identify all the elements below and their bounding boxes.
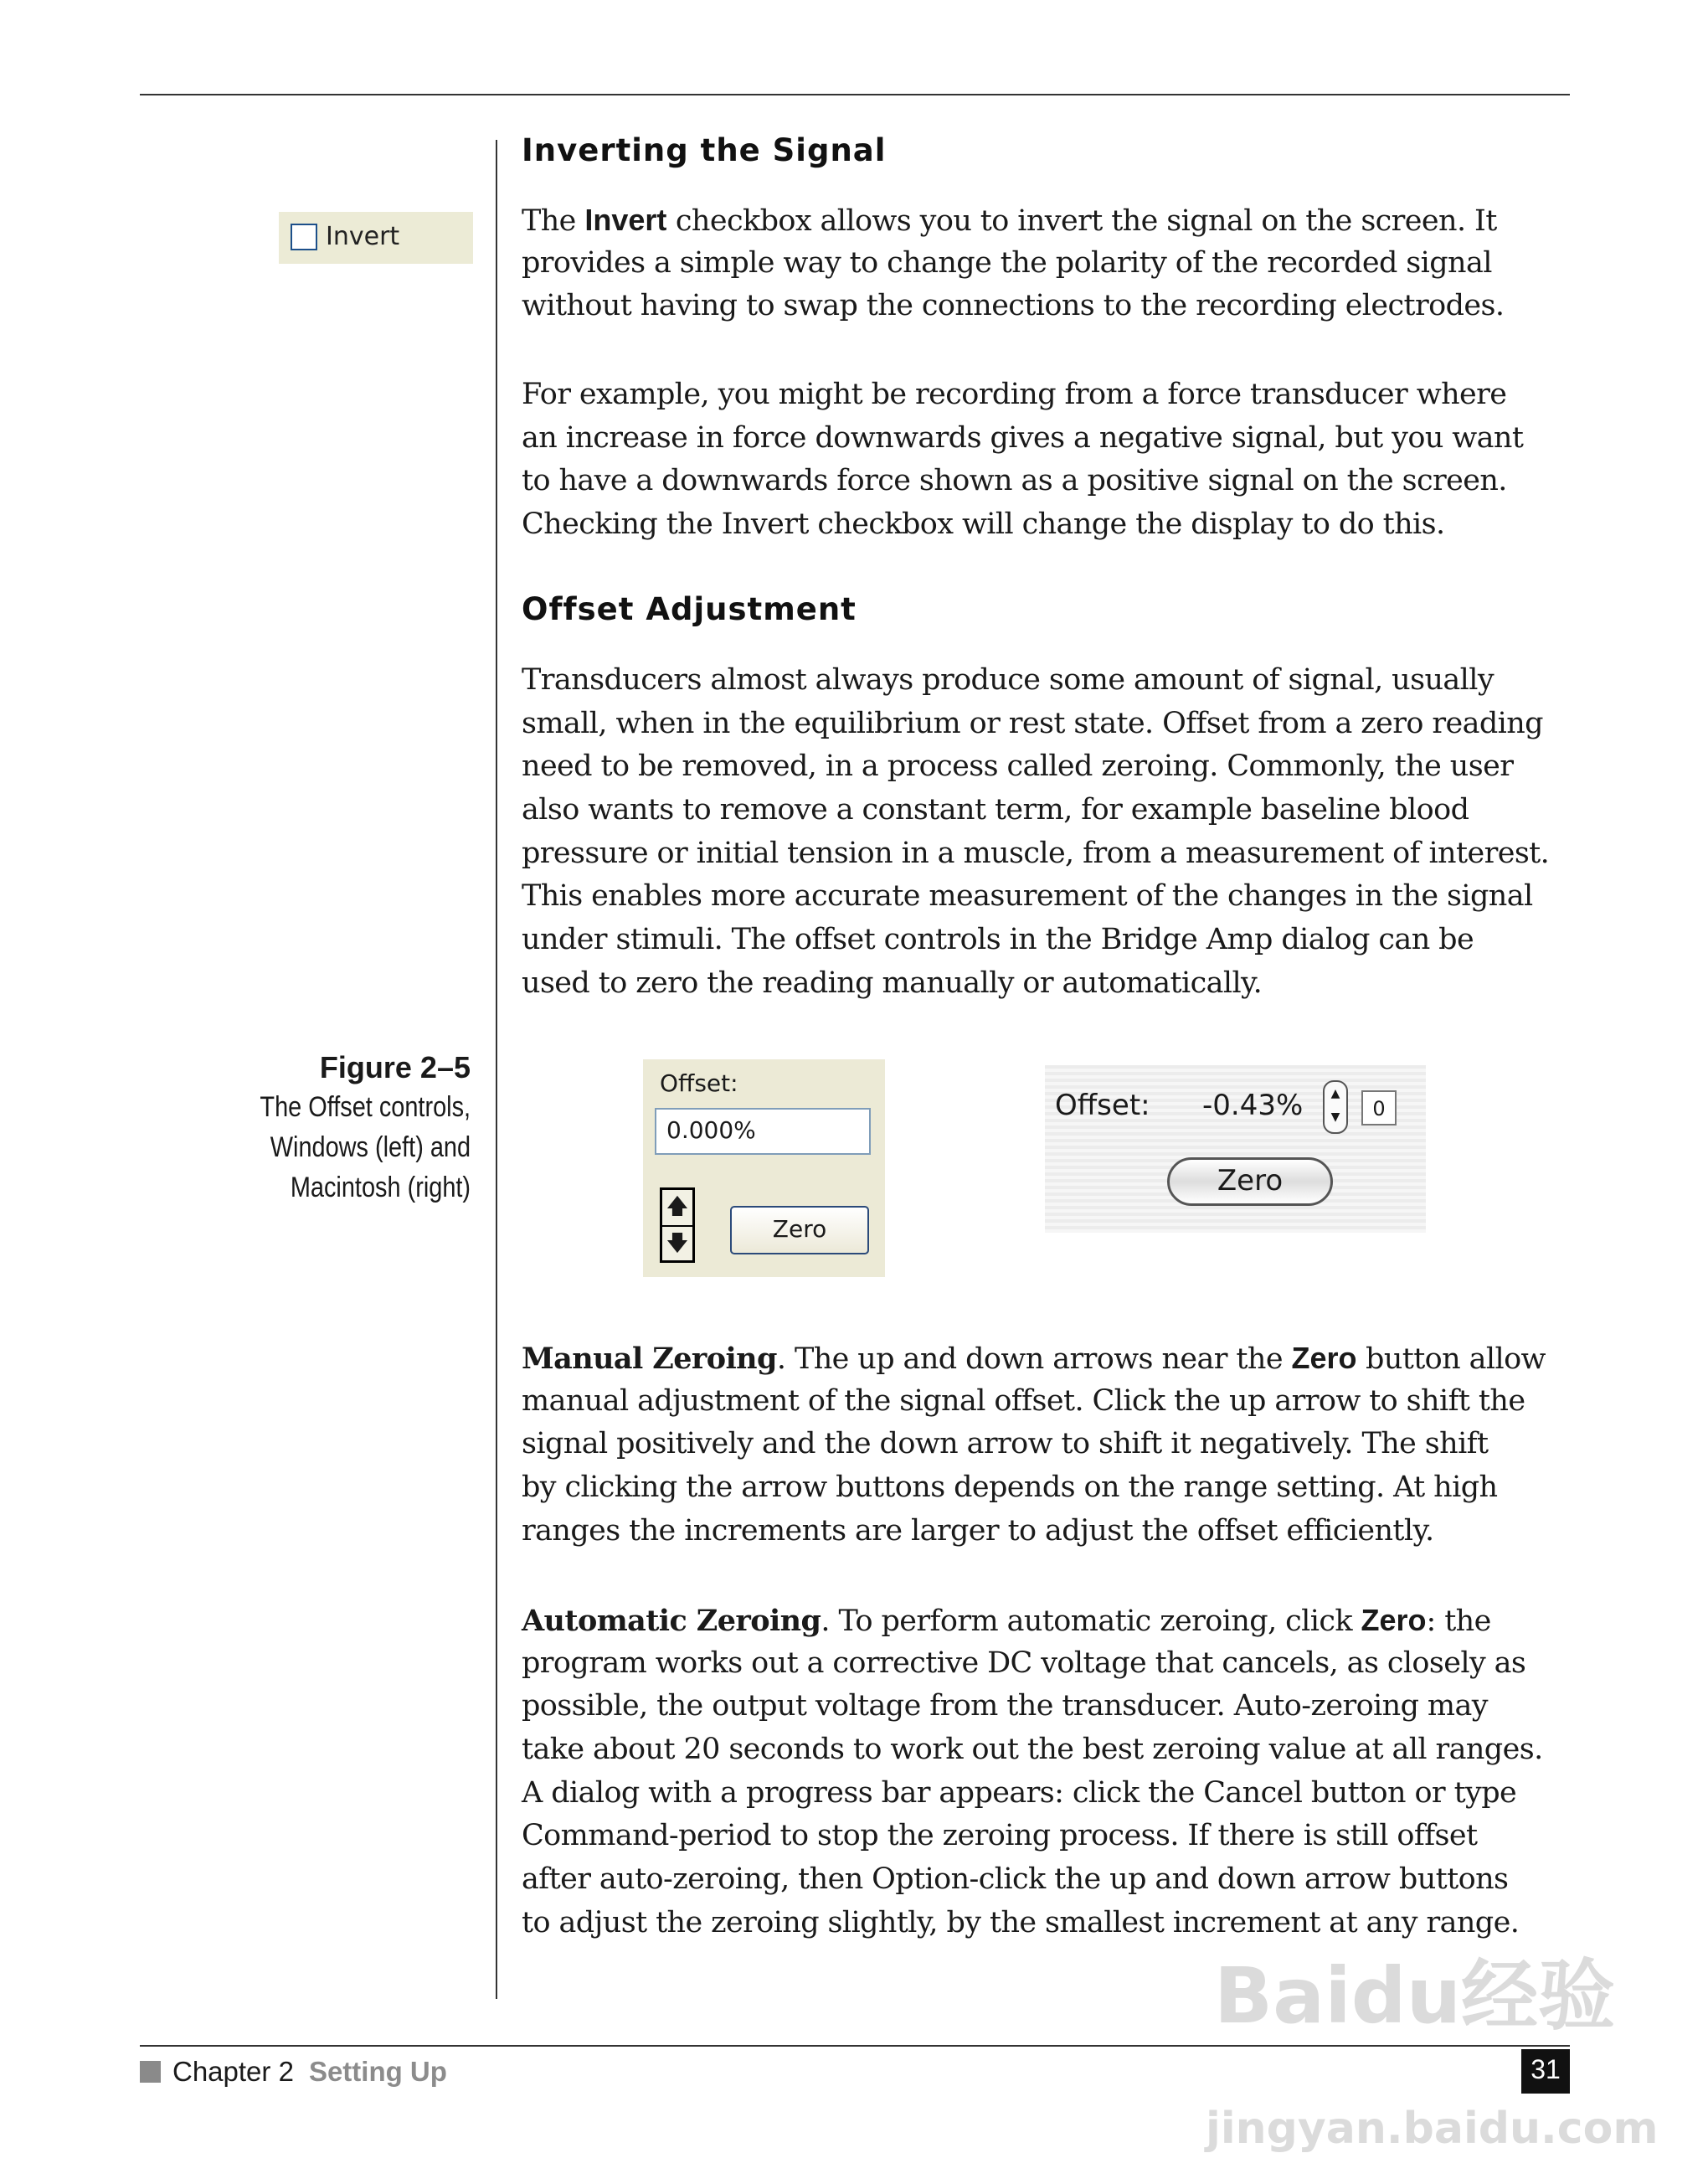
- text-line: Automatic Zeroing. To perform automatic zeroing, click Zero: the: [522, 1603, 1491, 1638]
- caption-line: Macintosh (right): [290, 1172, 471, 1203]
- offset-stepper[interactable]: [1323, 1080, 1348, 1134]
- text-line: need to be removed, in a process called zeroing. Commonly, the user: [522, 749, 1514, 784]
- text-line: also wants to remove a constant term, for example baseline blood: [522, 793, 1469, 827]
- text-line: manual adjustment of the signal offset. Click the up arrow to shift the: [522, 1383, 1525, 1418]
- text-line: under stimuli. The offset controls in the Bridge Amp dialog can be: [522, 923, 1474, 957]
- text-line: small, when in the equilibrium or rest state. Offset from a zero reading: [522, 706, 1543, 740]
- arrow-down-icon[interactable]: ▼: [1330, 1110, 1340, 1124]
- top-rule: [140, 94, 1570, 95]
- windows-offset-panel: [643, 1059, 885, 1277]
- text-line: without having to swap the connections to the recording electrodes.: [522, 289, 1505, 323]
- chapter-label: Chapter 2: [172, 2056, 294, 2087]
- invert-label: Invert: [326, 222, 400, 251]
- lead-in: Automatic Zeroing: [522, 1604, 821, 1638]
- caption-line: Windows (left) and: [270, 1131, 471, 1163]
- caption-line: The Offset controls,: [260, 1091, 471, 1123]
- figure-caption: [223, 1048, 471, 1208]
- bottom-rule: [140, 2045, 1570, 2047]
- arrow-up-icon[interactable]: 🡅: [662, 1190, 692, 1227]
- text-line: Transducers almost always produce some amount of signal, usually: [522, 663, 1494, 697]
- text-line: The Invert checkbox allows you to invert the signal on the screen. It: [522, 203, 1497, 238]
- arrow-up-icon[interactable]: ▲: [1330, 1087, 1340, 1100]
- offset-stepper[interactable]: [660, 1187, 695, 1263]
- paragraph-invert: [522, 198, 1577, 328]
- text-line: A dialog with a progress bar appears: click the Cancel button or type: [522, 1775, 1517, 1810]
- ui-term: Invert: [584, 203, 667, 237]
- zero-button[interactable]: Zero: [1167, 1157, 1333, 1206]
- offset-label: Offset:: [660, 1069, 738, 1097]
- text-line: possible, the output voltage from the transducer. Auto-zeroing may: [522, 1689, 1488, 1723]
- text-line: This enables more accurate measurement of the changes in the signal: [522, 879, 1533, 914]
- mac-offset-panel: [1045, 1065, 1426, 1233]
- offset-input[interactable]: 0.000%: [655, 1108, 871, 1155]
- checkbox-icon: [291, 224, 317, 250]
- text-line: used to zero the reading manually or automatically.: [522, 966, 1263, 1000]
- paragraph-transducers: [522, 659, 1577, 1006]
- arrow-down-icon[interactable]: 🡇: [666, 1231, 689, 1256]
- text-line: Manual Zeroing. The up and down arrows near the Zero button allow: [522, 1341, 1546, 1376]
- text-line: Checking the Invert checkbox will change the display to do this.: [522, 507, 1445, 542]
- lead-in: Manual Zeroing: [522, 1342, 777, 1376]
- offset-box[interactable]: 0: [1361, 1090, 1397, 1125]
- paragraph-example: [522, 373, 1577, 547]
- paragraph-automatic-zeroing: [522, 1599, 1577, 1945]
- figure-title: Figure 2–5: [319, 1050, 471, 1084]
- offset-value: -0.43%: [1202, 1089, 1304, 1122]
- zero-button[interactable]: Zero: [730, 1206, 869, 1254]
- column-divider: [496, 140, 497, 1999]
- text-line: Command-period to stop the zeroing process. If there is still offset: [522, 1819, 1478, 1853]
- text-line: take about 20 seconds to work out the best zeroing value at all ranges.: [522, 1733, 1543, 1767]
- text-line: pressure or initial tension in a muscle, from a measurement of interest.: [522, 836, 1550, 870]
- ui-term: Zero: [1361, 1603, 1427, 1637]
- text-line: provides a simple way to change the polarity of the recorded signal: [522, 245, 1492, 280]
- watermark-url: jingyan.baidu.com: [1206, 2104, 1659, 2154]
- watermark-logo: Baidu经验: [1214, 1951, 1616, 2041]
- text-line: an increase in force downwards gives a negative signal, but you want: [522, 420, 1524, 455]
- text-line: to adjust the zeroing slightly, by the smallest increment at any range.: [522, 1905, 1520, 1939]
- footer: [140, 2056, 447, 2088]
- text-line: to have a downwards force shown as a positive signal on the screen.: [522, 464, 1507, 498]
- heading-inverting-signal: Inverting the Signal: [522, 132, 887, 168]
- paragraph-manual-zeroing: [522, 1337, 1577, 1553]
- page-number: 31: [1521, 2049, 1570, 2094]
- offset-label: Offset:: [1055, 1089, 1150, 1122]
- heading-offset-adjustment: Offset Adjustment: [522, 591, 857, 627]
- text-line: signal positively and the down arrow to shift it negatively. The shift: [522, 1427, 1489, 1461]
- text-line: ranges the increments are larger to adjust the offset efficiently.: [522, 1513, 1434, 1548]
- text-line: after auto-zeroing, then Option-click the up and down arrow buttons: [522, 1862, 1509, 1897]
- text-line: by clicking the arrow buttons depends on the range setting. At high: [522, 1471, 1498, 1505]
- section-label: Setting Up: [308, 2056, 447, 2087]
- chapter-marker-icon: [140, 2061, 161, 2083]
- invert-checkbox-figure: [279, 212, 473, 264]
- text-line: For example, you might be recording from a force transducer where: [522, 378, 1507, 411]
- text-line: program works out a corrective DC voltage that cancels, as closely as: [522, 1646, 1526, 1680]
- ui-term: Zero: [1291, 1341, 1357, 1375]
